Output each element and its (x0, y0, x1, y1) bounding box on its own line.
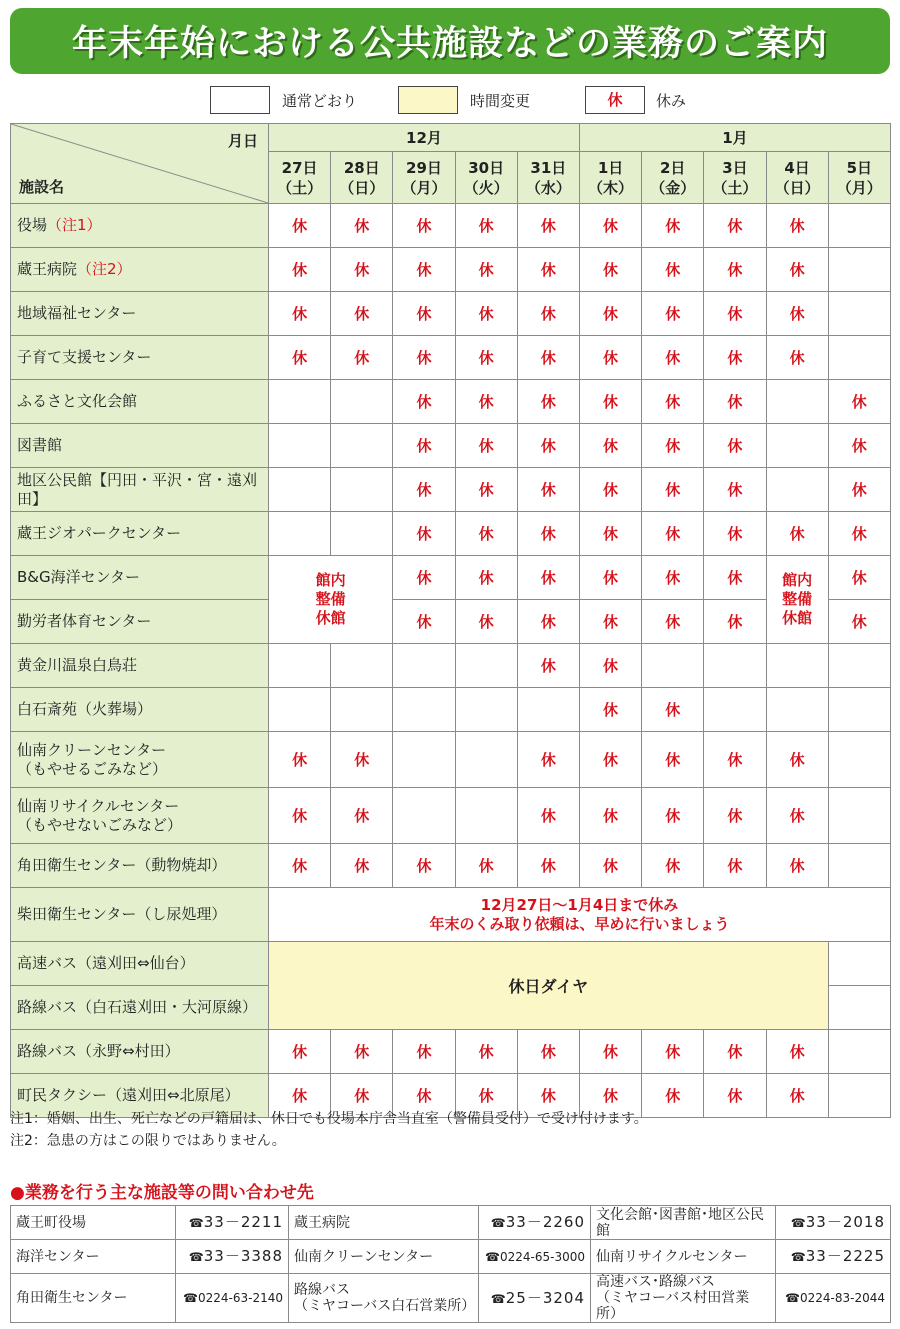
day-of-week: （土） (277, 178, 323, 197)
facility-row (11, 336, 891, 380)
schedule-cell (331, 688, 393, 732)
closed-mark: 休 (579, 248, 641, 292)
day-header (269, 152, 331, 204)
facility-name: 役場（注1） (11, 204, 269, 248)
day-of-week: （日） (339, 178, 385, 197)
day-number: 27日 (281, 158, 318, 177)
closed-mark: 休 (704, 424, 766, 468)
facility-name: 地区公民館【円田・平沢・宮・遠刈田】 (11, 468, 269, 512)
closed-mark: 休 (269, 204, 331, 248)
closed-mark: 休 (766, 512, 828, 556)
closed-mark: 休 (828, 424, 890, 468)
closed-mark: 休 (704, 468, 766, 512)
closed-mark: 休 (642, 204, 704, 248)
closed-mark: 休 (269, 732, 331, 788)
closed-mark: 休 (517, 600, 579, 644)
phone-icon: ☎ (790, 1216, 806, 1230)
closed-mark: 休 (766, 248, 828, 292)
day-number: 30日 (468, 158, 505, 177)
contact-name: 仙南クリーンセンター (289, 1240, 479, 1274)
schedule-cell (828, 688, 890, 732)
facility-row (11, 942, 891, 986)
schedule-cell (704, 644, 766, 688)
day-header (642, 152, 704, 204)
phone-number: 33－2260 (505, 1213, 585, 1231)
header-corner (11, 124, 269, 204)
closed-mark: 休 (766, 292, 828, 336)
page-title: 年末年始における公共施設などの業務のご案内 (71, 24, 828, 64)
phone-number: 25－3204 (505, 1288, 585, 1307)
phone-number: 0224-83-2044 (799, 1291, 885, 1305)
closed-mark: 休 (455, 1074, 517, 1118)
closed-mark: 休 (393, 1074, 455, 1118)
closed-mark: 休 (579, 556, 641, 600)
closed-mark: 休 (704, 204, 766, 248)
closed-mark: 休 (766, 1074, 828, 1118)
legend-closed-label: 休み (656, 92, 687, 110)
day-of-week: （日） (774, 178, 820, 197)
phone-icon: ☎ (790, 1250, 806, 1264)
closed-mark: 休 (766, 788, 828, 844)
facility-row (11, 248, 891, 292)
contact-phone (479, 1274, 591, 1323)
maintenance-closure-cell: 館内 整備 休館 (766, 556, 828, 644)
schedule-cell (331, 644, 393, 688)
phone-icon: ☎ (183, 1291, 198, 1305)
schedule-cell (828, 644, 890, 688)
closed-mark: 休 (455, 424, 517, 468)
closed-mark: 休 (517, 336, 579, 380)
schedule-table (10, 123, 891, 1118)
facility-name: 町民タクシー（遠刈田⇔北原尾） (11, 1074, 269, 1118)
contact-name: 角田衛生センター (11, 1274, 176, 1323)
closed-mark: 休 (517, 468, 579, 512)
schedule-cell (828, 1030, 890, 1074)
closed-mark: 休 (579, 204, 641, 248)
schedule-cell (455, 688, 517, 732)
facility-row (11, 468, 891, 512)
schedule-cell (766, 644, 828, 688)
contact-row (11, 1206, 891, 1240)
closed-mark: 休 (642, 688, 704, 732)
closed-mark: 休 (766, 1030, 828, 1074)
closed-mark: 休 (642, 556, 704, 600)
schedule-cell (828, 336, 890, 380)
closed-mark: 休 (269, 844, 331, 888)
day-number: 1日 (597, 158, 624, 177)
closed-mark: 休 (393, 468, 455, 512)
closed-mark: 休 (642, 1074, 704, 1118)
closed-mark: 休 (642, 336, 704, 380)
facility-name: 白石斎苑（火葬場） (11, 688, 269, 732)
closed-mark: 休 (828, 600, 890, 644)
day-header (579, 152, 641, 204)
facility-row (11, 600, 891, 644)
closed-mark: 休 (331, 292, 393, 336)
closed-mark: 休 (642, 844, 704, 888)
day-number: 31日 (530, 158, 567, 177)
closed-mark: 休 (393, 336, 455, 380)
closed-mark: 休 (579, 380, 641, 424)
day-header (828, 152, 890, 204)
phone-icon: ☎ (490, 1216, 506, 1230)
facility-name: B&G海洋センター (11, 556, 269, 600)
facility-name: 勤労者体育センター (11, 600, 269, 644)
closed-mark: 休 (393, 248, 455, 292)
closed-mark: 休 (579, 1074, 641, 1118)
schedule-cell (269, 644, 331, 688)
closed-mark: 休 (579, 644, 641, 688)
day-header (704, 152, 766, 204)
closed-mark: 休 (393, 204, 455, 248)
schedule-cell (331, 424, 393, 468)
schedule-cell (331, 380, 393, 424)
closed-mark: 休 (704, 600, 766, 644)
contact-phone (776, 1274, 891, 1323)
schedule-cell (393, 732, 455, 788)
schedule-cell (828, 1074, 890, 1118)
day-number: 2日 (660, 158, 686, 177)
phone-icon: ☎ (785, 1291, 800, 1305)
phone-number: 0224-65-3000 (499, 1249, 585, 1264)
day-number: 3日 (722, 158, 748, 177)
phone-icon: ☎ (485, 1249, 500, 1264)
day-number: 4日 (784, 158, 810, 177)
closed-mark: 休 (579, 292, 641, 336)
closed-mark: 休 (828, 556, 890, 600)
corner-date-label: 月日 (227, 132, 258, 150)
closed-mark: 休 (455, 336, 517, 380)
closed-mark: 休 (517, 644, 579, 688)
contact-phone (776, 1240, 891, 1274)
shibata-closure-notice: 12月27日～1月4日まで休み 年末のくみ取り依頼は、早めに行いましょう (269, 888, 891, 942)
day-of-week: （月） (401, 178, 447, 197)
day-header (766, 152, 828, 204)
legend-closed-swatch: 休 (585, 86, 645, 114)
closed-mark: 休 (642, 468, 704, 512)
schedule-cell (766, 688, 828, 732)
note-1: 注1：婚姻、出生、死亡などの戸籍届は、休日でも役場本庁舎当直室（警備員受付）で受け付けます。 (10, 1111, 648, 1127)
schedule-cell (269, 688, 331, 732)
closed-mark: 休 (331, 336, 393, 380)
day-of-week: （金） (650, 178, 696, 197)
schedule-cell (269, 424, 331, 468)
schedule-cell (455, 644, 517, 688)
closed-mark: 休 (766, 336, 828, 380)
legend (0, 86, 900, 114)
closed-mark: 休 (269, 1074, 331, 1118)
facility-name: 蔵王病院（注2） (11, 248, 269, 292)
holiday-schedule-cell: 休日ダイヤ (269, 942, 829, 1030)
closed-mark: 休 (642, 292, 704, 336)
schedule-cell (766, 468, 828, 512)
schedule-cell (828, 788, 890, 844)
facility-name: 角田衛生センター（動物焼却） (11, 844, 269, 888)
legend-normal-swatch (210, 86, 270, 114)
day-of-week: （火） (463, 178, 509, 197)
closed-mark: 休 (331, 788, 393, 844)
facility-name: 蔵王ジオパークセンター (11, 512, 269, 556)
closed-mark: 休 (269, 248, 331, 292)
schedule-cell (393, 688, 455, 732)
day-number: 28日 (343, 158, 380, 177)
closed-mark: 休 (393, 1030, 455, 1074)
closed-mark: 休 (579, 336, 641, 380)
legend-normal-label: 通常どおり (282, 92, 358, 110)
closed-mark: 休 (704, 1074, 766, 1118)
facility-name: 仙南クリーンセンター （もやせるごみなど） (11, 732, 269, 788)
facility-row (11, 644, 891, 688)
contact-name: 路線バス （ミヤコーバス白石営業所） (289, 1274, 479, 1323)
schedule-cell (269, 380, 331, 424)
closed-mark: 休 (455, 556, 517, 600)
facility-name: 柴田衛生センター（し尿処理） (11, 888, 269, 942)
day-header (393, 152, 455, 204)
closed-mark: 休 (455, 844, 517, 888)
facility-row (11, 512, 891, 556)
closed-mark: 休 (517, 380, 579, 424)
closed-mark: 休 (517, 512, 579, 556)
closed-mark: 休 (579, 468, 641, 512)
contact-name: 海洋センター (11, 1240, 176, 1274)
contact-phone (176, 1274, 289, 1323)
facility-name: 高速バス（遠刈田⇔仙台） (11, 942, 269, 986)
closed-mark: 休 (704, 512, 766, 556)
schedule-cell (393, 644, 455, 688)
contact-phone (176, 1240, 289, 1274)
day-of-week: （月） (836, 178, 882, 197)
facility-row (11, 788, 891, 844)
contacts-table (10, 1205, 891, 1323)
day-of-week: （木） (588, 178, 634, 197)
closed-mark: 休 (269, 336, 331, 380)
closed-mark: 休 (704, 844, 766, 888)
facility-note: （注2） (77, 260, 132, 278)
contact-row (11, 1274, 891, 1323)
closed-mark: 休 (331, 248, 393, 292)
phone-number: 0224-63-2140 (197, 1291, 283, 1305)
closed-mark: 休 (517, 424, 579, 468)
closed-mark: 休 (393, 380, 455, 424)
closed-mark: 休 (766, 204, 828, 248)
facility-row (11, 1030, 891, 1074)
day-header (455, 152, 517, 204)
schedule-cell (269, 468, 331, 512)
closed-mark: 休 (331, 1030, 393, 1074)
day-header (517, 152, 579, 204)
closed-mark: 休 (517, 556, 579, 600)
closed-mark: 休 (828, 380, 890, 424)
schedule-cell (331, 468, 393, 512)
facility-row (11, 292, 891, 336)
closed-mark: 休 (704, 248, 766, 292)
phone-number: 33－3388 (203, 1247, 283, 1265)
closed-mark: 休 (828, 512, 890, 556)
phone-number: 33－2225 (805, 1247, 885, 1265)
closed-mark: 休 (642, 788, 704, 844)
closed-mark: 休 (269, 788, 331, 844)
closed-mark: 休 (455, 204, 517, 248)
contact-row (11, 1240, 891, 1274)
closed-mark: 休 (455, 1030, 517, 1074)
maintenance-closure-cell: 館内 整備 休館 (269, 556, 393, 644)
schedule-cell (331, 512, 393, 556)
closed-mark: 休 (642, 424, 704, 468)
closed-mark: 休 (766, 732, 828, 788)
closed-mark: 休 (642, 732, 704, 788)
closed-mark: 休 (455, 292, 517, 336)
closed-mark: 休 (579, 844, 641, 888)
schedule-cell (828, 732, 890, 788)
contact-phone (176, 1206, 289, 1240)
closed-mark: 休 (642, 512, 704, 556)
month-header-december: 12月 (269, 124, 580, 152)
closed-mark: 休 (642, 1030, 704, 1074)
closed-mark: 休 (517, 204, 579, 248)
schedule-cell (828, 292, 890, 336)
phone-icon: ☎ (188, 1216, 204, 1230)
contact-phone (479, 1240, 591, 1274)
schedule-cell (455, 732, 517, 788)
schedule-cell (455, 788, 517, 844)
phone-number: 33－2211 (203, 1213, 283, 1231)
closed-mark: 休 (642, 380, 704, 424)
closed-mark: 休 (517, 248, 579, 292)
facility-row (11, 204, 891, 248)
legend-changed-label: 時間変更 (470, 92, 531, 110)
closed-mark: 休 (331, 844, 393, 888)
closed-mark: 休 (579, 512, 641, 556)
closed-mark: 休 (331, 204, 393, 248)
contact-phone (776, 1206, 891, 1240)
schedule-cell (828, 844, 890, 888)
contact-name: 文化会館･図書館･地区公民館 (591, 1206, 776, 1240)
closed-mark: 休 (331, 732, 393, 788)
schedule-cell (828, 942, 890, 986)
schedule-cell (828, 986, 890, 1030)
facility-name: 地域福祉センター (11, 292, 269, 336)
closed-mark: 休 (579, 1030, 641, 1074)
closed-mark: 休 (704, 556, 766, 600)
facility-note: （注1） (47, 216, 102, 234)
closed-mark: 休 (393, 844, 455, 888)
note-2: 注2：急患の方はこの限りではありません。 (10, 1133, 286, 1149)
facility-row (11, 732, 891, 788)
phone-icon: ☎ (188, 1250, 204, 1264)
schedule-cell (393, 788, 455, 844)
closed-mark: 休 (455, 468, 517, 512)
closed-mark: 休 (704, 788, 766, 844)
schedule-cell (828, 204, 890, 248)
closed-mark: 休 (828, 468, 890, 512)
title-banner (10, 8, 890, 74)
closed-mark: 休 (579, 424, 641, 468)
closed-mark: 休 (455, 380, 517, 424)
closed-mark: 休 (517, 844, 579, 888)
closed-mark: 休 (517, 1030, 579, 1074)
day-of-week: （土） (712, 178, 758, 197)
closed-mark: 休 (393, 292, 455, 336)
month-header-january: 1月 (579, 124, 890, 152)
facility-row (11, 888, 891, 942)
closed-mark: 休 (517, 1074, 579, 1118)
facility-name: 路線バス（永野⇔村田） (11, 1030, 269, 1074)
schedule-cell (269, 512, 331, 556)
closed-mark: 休 (393, 556, 455, 600)
closed-mark: 休 (766, 844, 828, 888)
day-number: 29日 (406, 158, 442, 177)
facility-name: 仙南リサイクルセンター （もやせないごみなど） (11, 788, 269, 844)
phone-icon: ☎ (490, 1291, 506, 1306)
contact-phone (479, 1206, 591, 1240)
closed-mark: 休 (517, 292, 579, 336)
closed-mark: 休 (704, 1030, 766, 1074)
schedule-cell (828, 248, 890, 292)
closed-mark: 休 (579, 788, 641, 844)
closed-mark: 休 (642, 248, 704, 292)
closed-mark: 休 (269, 1030, 331, 1074)
closed-mark: 休 (455, 600, 517, 644)
closed-mark: 休 (455, 248, 517, 292)
closed-mark: 休 (393, 424, 455, 468)
closed-mark: 休 (331, 1074, 393, 1118)
closed-mark: 休 (704, 380, 766, 424)
facility-name: 路線バス（白石遠刈田・大河原線） (11, 986, 269, 1030)
day-number: 5日 (846, 158, 873, 177)
contact-name: 蔵王町役場 (11, 1206, 176, 1240)
facility-name: 図書館 (11, 424, 269, 468)
closed-mark: 休 (393, 512, 455, 556)
schedule-cell (766, 424, 828, 468)
notes (10, 1108, 648, 1152)
facility-name: ふるさと文化会館 (11, 380, 269, 424)
contact-name: 蔵王病院 (289, 1206, 479, 1240)
phone-number: 33－2018 (805, 1213, 885, 1231)
facility-row (11, 380, 891, 424)
facility-name: 子育て支援センター (11, 336, 269, 380)
closed-mark: 休 (642, 600, 704, 644)
closed-mark: 休 (517, 732, 579, 788)
contact-name: 高速バス･路線バス （ミヤコーバス村田営業所） (591, 1274, 776, 1323)
facility-row (11, 844, 891, 888)
contact-name: 仙南リサイクルセンター (591, 1240, 776, 1274)
closed-mark: 休 (579, 688, 641, 732)
closed-mark: 休 (579, 600, 641, 644)
schedule-cell (704, 688, 766, 732)
closed-mark: 休 (269, 292, 331, 336)
closed-mark: 休 (517, 788, 579, 844)
corner-facility-label: 施設名 (19, 178, 65, 196)
contacts-heading: ●業務を行う主な施設等の問い合わせ先 (10, 1183, 314, 1203)
schedule-cell (642, 644, 704, 688)
facility-row (11, 556, 891, 600)
facility-row (11, 424, 891, 468)
day-of-week: （水） (525, 178, 571, 197)
legend-changed-swatch (398, 86, 458, 114)
schedule-cell (517, 688, 579, 732)
closed-mark: 休 (455, 512, 517, 556)
closed-mark: 休 (704, 732, 766, 788)
facility-row (11, 688, 891, 732)
facility-name: 黄金川温泉白鳥荘 (11, 644, 269, 688)
closed-mark: 休 (579, 732, 641, 788)
closed-mark: 休 (704, 336, 766, 380)
closed-mark: 休 (393, 600, 455, 644)
closed-mark: 休 (704, 292, 766, 336)
day-header (331, 152, 393, 204)
schedule-cell (766, 380, 828, 424)
